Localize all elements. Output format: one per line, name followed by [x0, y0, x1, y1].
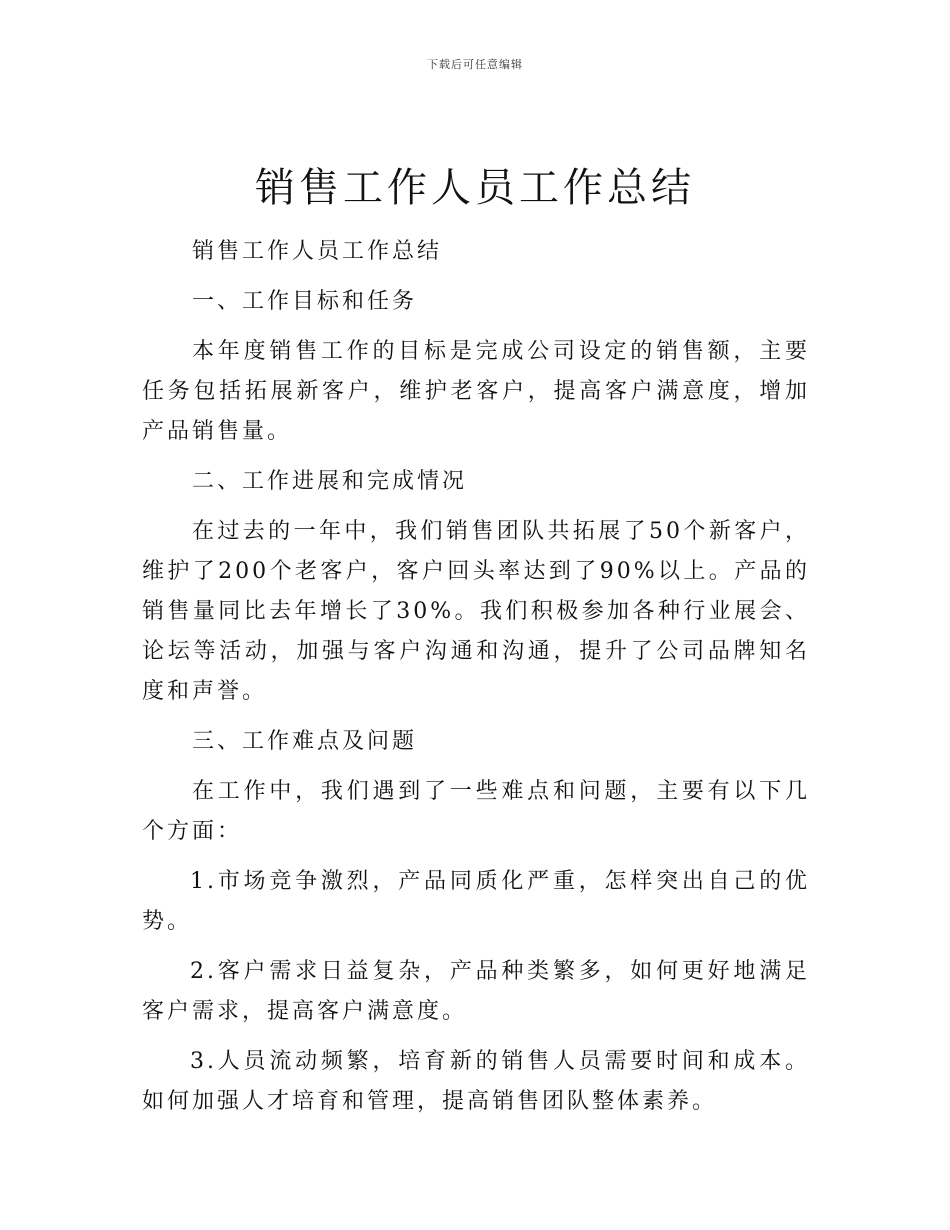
- subtitle-paragraph: 销售工作人员工作总结: [192, 239, 443, 264]
- paragraph-problems-intro: 在工作中，我们遇到了一些难点和问题，主要有以下几个方面：: [142, 779, 810, 844]
- section-heading-progress: 二、工作进展和完成情况: [192, 469, 468, 494]
- document-title: 销售工作人员工作总结: [255, 165, 695, 211]
- list-item-problem-1: 1.市场竞争激烈，产品同质化严重，怎样突出自己的优势。: [142, 869, 810, 934]
- section-heading-goals: 一、工作目标和任务: [192, 289, 418, 314]
- paragraph-goals: 本年度销售工作的目标是完成公司设定的销售额，主要任务包括拓展新客户，维护老客户，提高客户满意度，增加产品销售量。: [142, 339, 810, 444]
- paragraph-progress: 在过去的一年中，我们销售团队共拓展了50个新客户，维护了200个老客户，客户回头率达到了90%以上。产品的销售量同比去年增长了30%。我们积极参加各种行业展会、论坛等活动，加强与客户沟通和沟通，提升了公司品牌知名度和声誉。: [142, 519, 810, 704]
- document-body: [142, 232, 810, 1132]
- header-note: 下载后可任意编辑: [427, 58, 523, 71]
- list-item-problem-3: 3.人员流动频繁，培育新的销售人员需要时间和成本。如何加强人才培育和管理，提高销售团队整体素养。: [142, 1049, 810, 1114]
- list-item-problem-2: 2.客户需求日益复杂，产品种类繁多，如何更好地满足客户需求，提高客户满意度。: [142, 959, 810, 1024]
- section-heading-problems: 三、工作难点及问题: [192, 729, 418, 754]
